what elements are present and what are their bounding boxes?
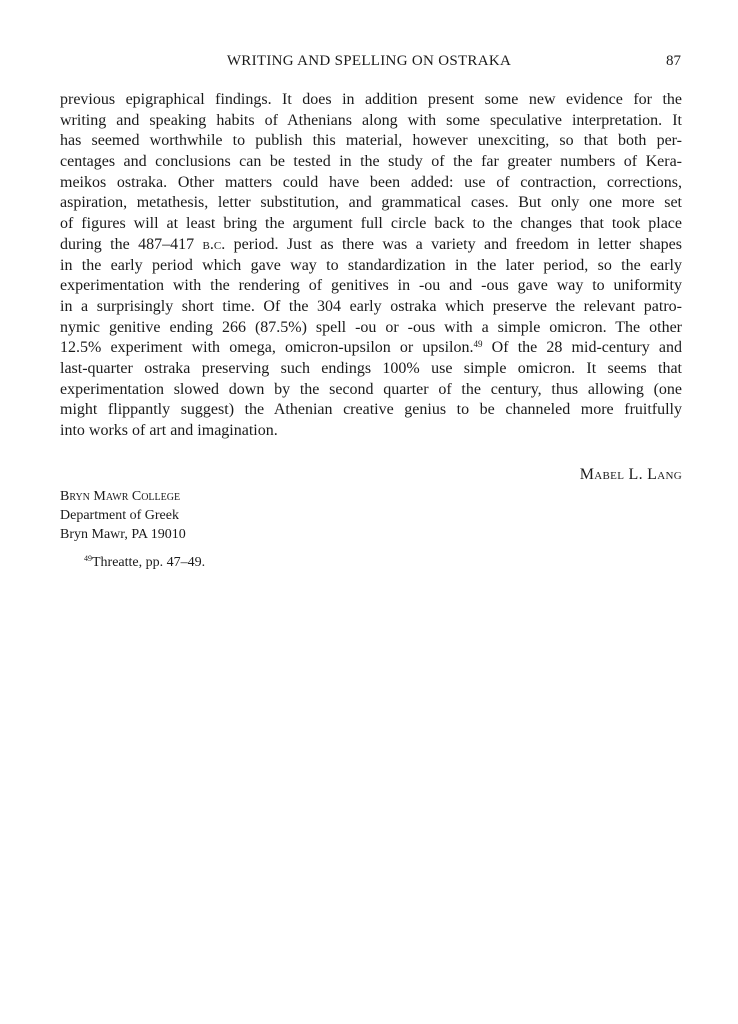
address: Bryn Mawr, PA 19010 (60, 527, 186, 542)
text-line: experimentation slowed down by the second quarter of the century, thus allowing (one (60, 380, 682, 398)
text-fragment: period. Just as there was a variety and freedom in letter shapes (225, 235, 682, 253)
footnote (84, 555, 205, 571)
text-line: aspiration, metathesis, letter substitution, and grammatical cases. But only one more set (60, 194, 682, 212)
department: Department of Greek (60, 508, 179, 523)
text-line: might flippantly suggest) the Athenian creative genius to be channeled more fruitfully (60, 401, 682, 419)
footnote-text: Threatte, pp. 47–49. (92, 555, 206, 570)
institution: Bryn Mawr College (60, 489, 181, 504)
text-fragment: 12.5% experiment with omega, omicron-upsilon or upsilon. (60, 339, 474, 357)
text-line: of figures will at least bring the argument full circle back to the changes that took place (60, 215, 682, 233)
text-line: last-quarter ostraka preserving such endings 100% use simple omicron. It seems that (60, 359, 682, 377)
text-line: has seemed worthwhile to publish this material, however unexciting, so that both per- (60, 132, 682, 150)
footnote-number: 49 (84, 554, 92, 563)
text-line: into works of art and imagination. (60, 422, 278, 439)
author-name: Mabel L. Lang (579, 466, 682, 483)
text-line: centages and conclusions can be tested in the study of the far greater numbers of Kera- (60, 153, 682, 171)
running-title: WRITING AND SPELLING ON OSTRAKA (226, 53, 512, 69)
text-line: writing and speaking habits of Athenians along with some speculative interpretation. It (60, 111, 682, 129)
running-head (0, 53, 738, 75)
era-abbreviation: b.c. (202, 235, 226, 253)
text-line: in the early period which gave way to standardization in the later period, so the early (60, 256, 682, 274)
text-line: meikos ostraka. Other matters could have been added: use of contraction, corrections, (60, 173, 682, 191)
body-paragraph (60, 90, 682, 442)
text-line: previous epigraphical findings. It does in addition present some new evidence for the (60, 91, 682, 108)
text-line: experimentation with the rendering of genitives in -ou and -ous gave way to uniformity (60, 277, 682, 295)
text-fragment: Of the 28 mid-century and (482, 339, 682, 357)
page-number: 87 (666, 53, 681, 69)
text-line: nymic genitive ending 266 (87.5%) spell -ou or -ous with a simple omicron. The other (60, 318, 682, 336)
text-line: in a surprisingly short time. Of the 304 early ostraka which preserve the relevant patro- (60, 297, 682, 315)
text-line (60, 235, 682, 256)
text-line (60, 338, 682, 359)
author-affiliation (60, 487, 186, 544)
text-fragment: during the 487–417 (60, 235, 203, 253)
footnote-reference: 49 (473, 339, 483, 350)
